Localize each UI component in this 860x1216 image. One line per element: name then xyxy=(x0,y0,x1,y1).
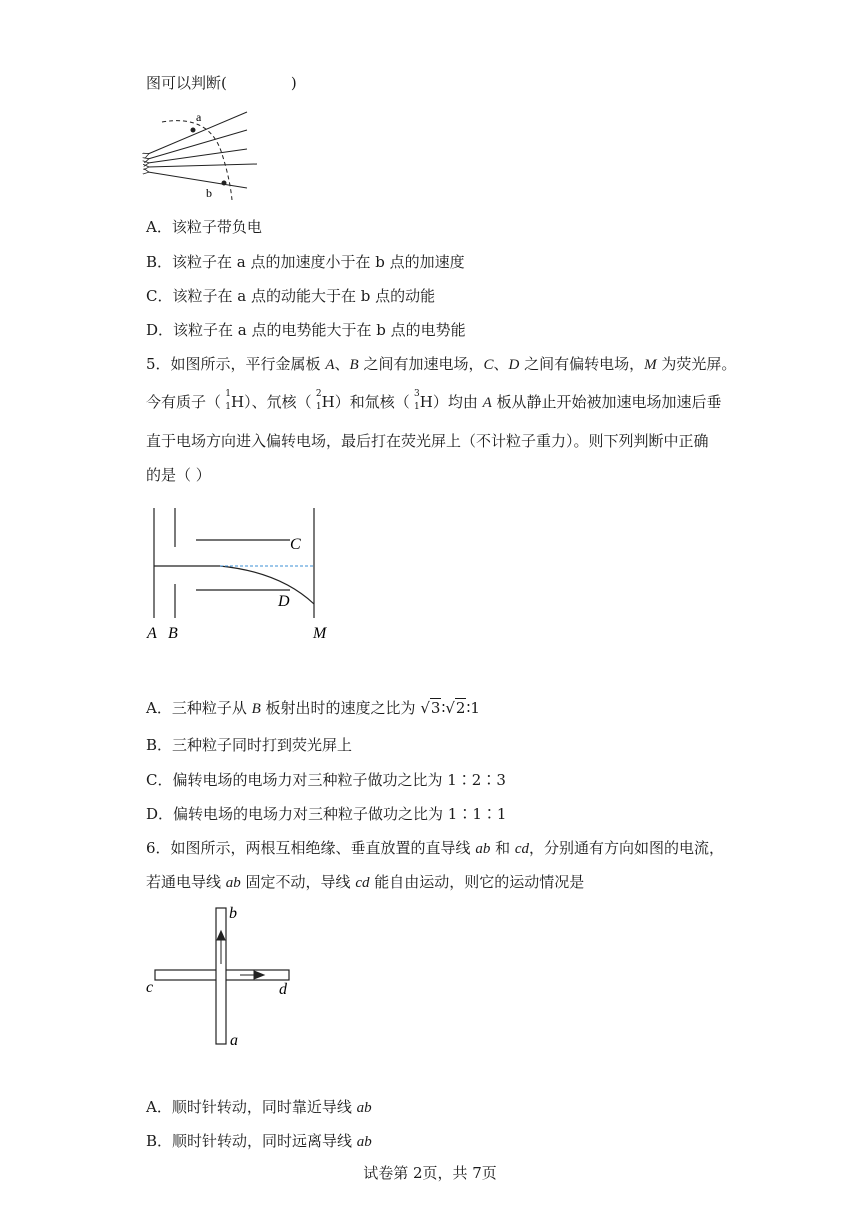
label-m: M xyxy=(313,625,327,642)
q6-stem-line-2: 若通电导线 ab 固定不动，导线 cd 能自由运动，则它的运动情况是 xyxy=(146,873,585,891)
deflected-path xyxy=(220,566,314,604)
q5-stem-line-3: 直于电场方向进入偏转电场，最后打在荧光屏上（不计粒子重力）。则下列判断中正确 xyxy=(146,432,709,450)
q4-stem-tail: 图可以判断( ) xyxy=(146,74,297,92)
q6-option-b[interactable]: B．顺时针转动，同时远离导线 ab xyxy=(146,1132,372,1150)
wire-ab xyxy=(216,908,226,1044)
label-a: A xyxy=(147,625,157,642)
page-footer: 试卷第 2页，共 7页 xyxy=(363,1164,497,1182)
label-b: b xyxy=(206,186,212,200)
q4-field-line-figure xyxy=(140,104,265,200)
q5-option-a[interactable]: A．三种粒子从 B 板射出时的速度之比为 √3∶√2∶1 xyxy=(146,699,480,717)
label-d: d xyxy=(279,981,287,998)
q6-option-a[interactable]: A．顺时针转动，同时靠近导线 ab xyxy=(146,1098,372,1116)
q6-stem-line-1: 6．如图所示，两根互相绝缘、垂直放置的直导线 ab 和 cd，分别通有方向如图的电流， xyxy=(146,839,725,857)
label-c: c xyxy=(146,979,154,996)
q5-option-b[interactable]: B．三种粒子同时打到荧光屏上 xyxy=(146,736,353,754)
q5-stem-line-4: 的是（ ） xyxy=(146,466,211,484)
q5-accelerator-figure xyxy=(140,500,340,650)
label-a: a xyxy=(196,110,202,124)
point-b xyxy=(222,181,227,186)
q5-stem-line-2: 今有质子（ 1 1 H）、氘核（ 2 1 H）和氚核（ 3 1 H）均由 A 板从静止开始被加速电场加速后垂 xyxy=(146,389,722,412)
point-a xyxy=(191,128,196,133)
q4-option-b[interactable]: B．该粒子在 a 点的加速度小于在 b 点的加速度 xyxy=(146,253,465,271)
q4-option-a[interactable]: A．该粒子带负电 xyxy=(146,218,262,236)
label-b: B xyxy=(168,625,178,642)
q4-option-c[interactable]: C．该粒子在 a 点的动能大于在 b 点的动能 xyxy=(146,287,436,305)
label-c: C xyxy=(290,536,301,553)
sqrt-2: √2 xyxy=(445,699,466,717)
particle-trajectory xyxy=(162,121,232,200)
label-a: a xyxy=(230,1032,238,1049)
q5-option-d[interactable]: D．偏转电场的电场力对三种粒子做功之比为 1∶1∶1 xyxy=(146,805,507,823)
sqrt-3: √3 xyxy=(420,699,441,717)
q6-crossed-wires-figure xyxy=(140,900,310,1052)
label-b: b xyxy=(229,905,237,922)
q4-option-d[interactable]: D．该粒子在 a 点的电势能大于在 b 点的电势能 xyxy=(146,321,466,339)
q5-stem-line-1: 5．如图所示，平行金属板 A、B 之间有加速电场，C、D 之间有偏转电场，M 为荧光屏。 xyxy=(146,355,737,373)
label-d: D xyxy=(278,593,290,610)
q5-option-c[interactable]: C．偏转电场的电场力对三种粒子做功之比为 1∶2∶3 xyxy=(146,771,506,789)
